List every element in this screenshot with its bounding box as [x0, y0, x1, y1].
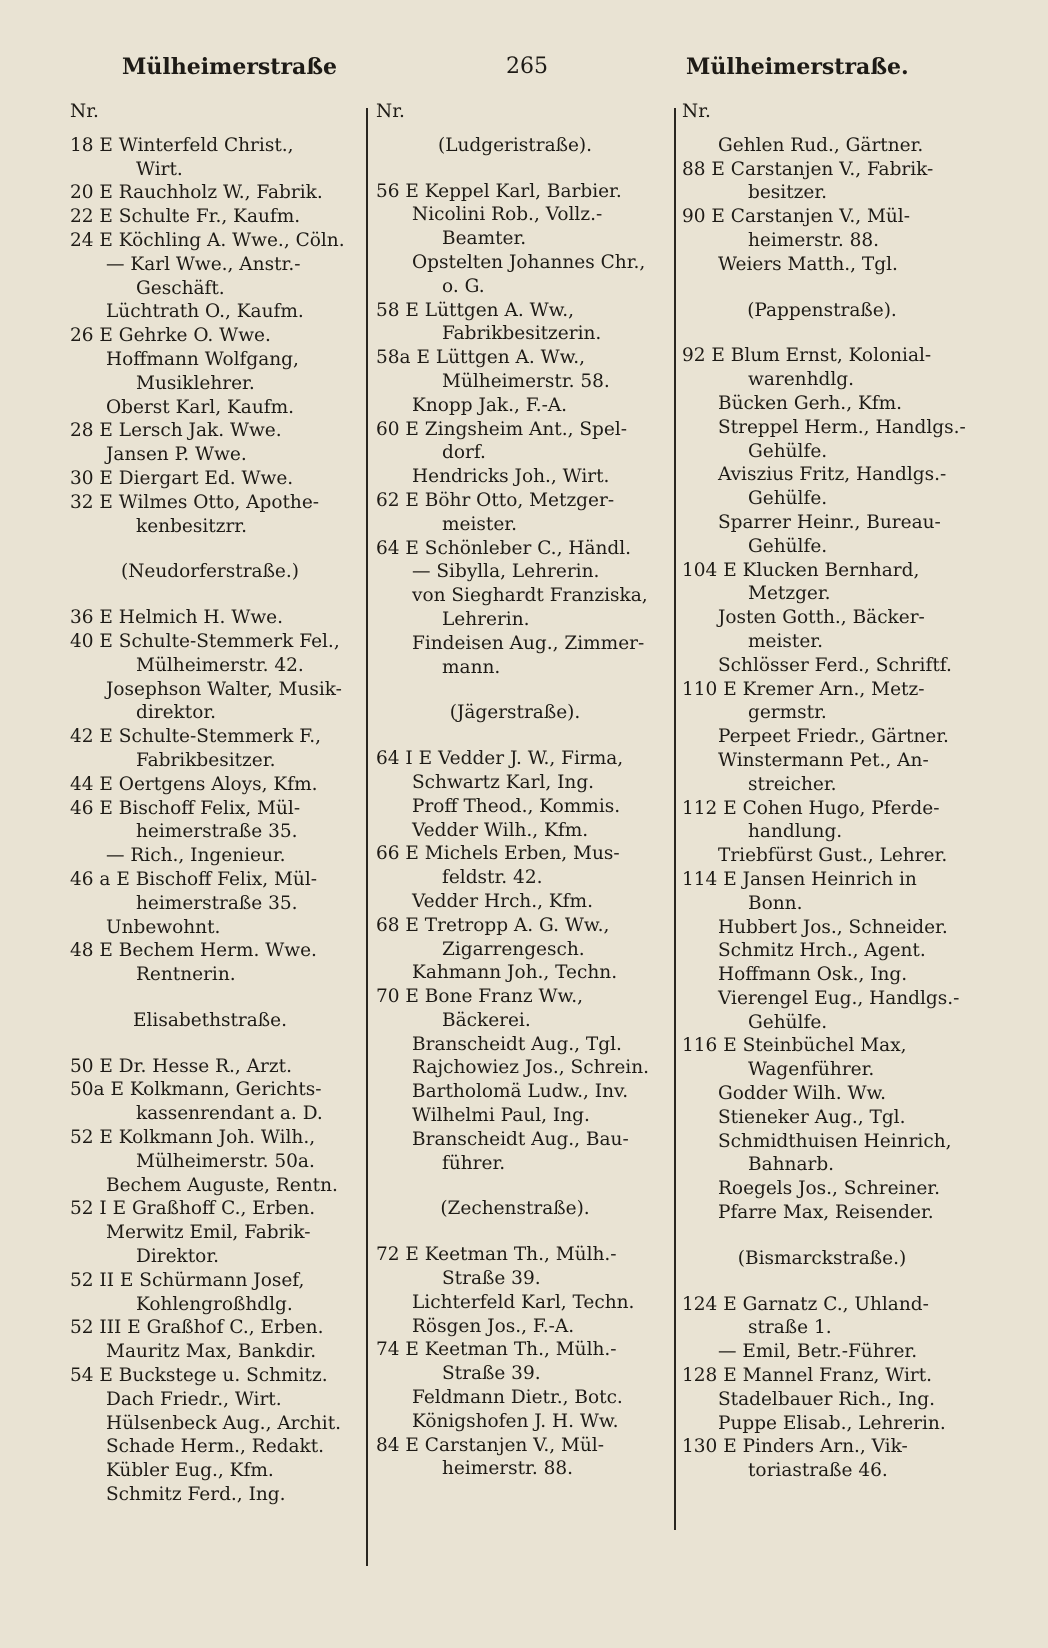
- directory-line: 52 I E Graßhoff C., Erben.: [70, 1198, 316, 1220]
- directory-line: 74 E Keetman Th., Mülh.-: [376, 1339, 617, 1361]
- directory-line: heimerstraße 35.: [136, 892, 298, 914]
- directory-line: Metzger.: [748, 583, 831, 605]
- directory-line: 60 E Zingsheim Ant., Spel-: [376, 418, 628, 440]
- directory-line: Schlösser Ferd., Schriftf.: [718, 654, 952, 676]
- directory-line: Gehülfe.: [748, 1011, 828, 1033]
- directory-line: 104 E Klucken Bernhard,: [682, 559, 920, 581]
- directory-line: 66 E Michels Erben, Mus-: [376, 843, 620, 865]
- directory-line: Stieneker Aug., Tgl.: [718, 1106, 906, 1128]
- directory-line: 90 E Carstanjen V., Mül-: [682, 206, 910, 228]
- directory-line: 112 E Cohen Hugo, Pferde-: [682, 797, 940, 819]
- directory-line: 52 III E Graßhof C., Erben.: [70, 1317, 324, 1339]
- directory-line: 64 E Schönleber C., Händl.: [376, 537, 632, 559]
- running-head-left: Mülheimerstraße: [122, 54, 338, 80]
- directory-line: 62 E Böhr Otto, Metzger-: [376, 489, 615, 511]
- directory-line: Schmitz Ferd., Ing.: [106, 1484, 286, 1506]
- directory-line: 128 E Mannel Franz, Wirt.: [682, 1365, 933, 1387]
- directory-line: 52 II E Schürmann Josef,: [70, 1269, 305, 1291]
- directory-line: Dach Friedr., Wirt.: [106, 1388, 282, 1410]
- directory-line: heimerstraße 35.: [136, 821, 298, 843]
- directory-line: 48 E Bechem Herm. Wwe.: [70, 940, 317, 962]
- directory-line: 124 E Garnatz C., Uhland-: [682, 1293, 929, 1315]
- directory-line: Triebfürst Gust., Lehrer.: [718, 845, 948, 867]
- directory-line: 68 E Tretropp A. G. Ww.,: [376, 914, 610, 936]
- directory-line: 50 E Dr. Hesse R., Arzt.: [70, 1055, 292, 1077]
- directory-line: dorf.: [442, 442, 486, 464]
- directory-line: Roegels Jos., Schreiner.: [718, 1178, 940, 1200]
- directory-line: 52 E Kolkmann Joh. Wilh.,: [70, 1127, 316, 1149]
- directory-line: — Karl Wwe., Anstr.-: [106, 253, 301, 275]
- directory-line: Stadelbauer Rich., Ing.: [718, 1388, 936, 1410]
- directory-line: Unbewohnt.: [106, 916, 221, 938]
- directory-line: Schwartz Karl, Ing.: [412, 771, 595, 793]
- directory-line: 110 E Kremer Arn., Metz-: [682, 678, 925, 700]
- directory-line: Rentnerin.: [136, 964, 236, 986]
- directory-line: Lichterfeld Karl, Techn.: [412, 1291, 635, 1313]
- directory-line: von Sieghardt Franziska,: [412, 585, 648, 607]
- directory-line: Musiklehrer.: [136, 372, 255, 394]
- directory-line: Godder Wilh. Ww.: [718, 1083, 887, 1105]
- directory-line: Nr.: [70, 101, 99, 122]
- street-heading: (Ludgeristraße).: [437, 134, 593, 156]
- directory-line: Gehlen Rud., Gärtner.: [718, 134, 924, 156]
- directory-line: heimerstr. 88.: [442, 1458, 574, 1480]
- directory-line: handlung.: [748, 821, 843, 843]
- directory-line: Aviszius Fritz, Handlgs.-: [718, 464, 947, 486]
- directory-line: Nr.: [682, 101, 711, 122]
- directory-line: Vierengel Eug., Handlgs.-: [718, 987, 960, 1009]
- directory-line: Schmidthuisen Heinrich,: [718, 1130, 952, 1152]
- directory-line: Merwitz Emil, Fabrik-: [106, 1222, 311, 1244]
- directory-line: 56 E Keppel Karl, Barbier.: [376, 180, 622, 202]
- directory-line: Mülheimerstr. 50a.: [136, 1150, 315, 1172]
- directory-line: Fabrikbesitzer.: [136, 749, 276, 771]
- directory-line: Sparrer Heinr., Bureau-: [718, 511, 941, 533]
- directory-line: feldstr. 42.: [442, 867, 543, 889]
- directory-line: Straße 39.: [442, 1363, 541, 1385]
- directory-line: Weiers Matth., Tgl.: [718, 253, 898, 275]
- directory-line: Königshofen J. H. Ww.: [412, 1410, 619, 1432]
- directory-line: 58 E Lüttgen A. Ww.,: [376, 299, 574, 321]
- directory-line: o. G.: [442, 275, 485, 297]
- directory-line: Mauritz Max, Bankdir.: [106, 1341, 317, 1363]
- directory-line: 44 E Oertgens Aloys, Kfm.: [70, 773, 318, 795]
- column-divider-right: [674, 108, 676, 1530]
- directory-line: warenhdlg.: [748, 369, 854, 391]
- street-heading: (Jägerstraße).: [449, 702, 581, 724]
- directory-line: 46 E Bischoff Felix, Mül-: [70, 797, 301, 819]
- directory-line: Schade Herm., Redakt.: [106, 1436, 325, 1458]
- directory-line: Bechem Auguste, Rentn.: [106, 1174, 338, 1196]
- directory-line: Hoffmann Wolfgang,: [106, 348, 299, 370]
- directory-line: 70 E Bone Franz Ww.,: [376, 986, 583, 1008]
- directory-line: Wirt.: [136, 158, 183, 180]
- directory-line: 46 a E Bischoff Felix, Mül-: [70, 868, 317, 890]
- directory-line: Rösgen Jos., F.-A.: [412, 1315, 575, 1337]
- column-2: [376, 100, 674, 1481]
- directory-line: Wilhelmi Paul, Ing.: [412, 1105, 590, 1127]
- directory-line: Kübler Eug., Kfm.: [106, 1460, 274, 1482]
- directory-line: Geschäft.: [136, 277, 225, 299]
- directory-line: Wagenführer.: [748, 1059, 875, 1081]
- page-header: [0, 54, 1048, 94]
- directory-line: Bonn.: [748, 892, 803, 914]
- directory-line: Zigarrengesch.: [442, 938, 585, 960]
- directory-line: Gehülfe.: [748, 535, 828, 557]
- running-head-right: Mülheimerstraße.: [686, 54, 909, 80]
- directory-line: meister.: [748, 630, 823, 652]
- directory-line: Opstelten Johannes Chr.,: [412, 251, 646, 273]
- directory-line: Hendricks Joh., Wirt.: [412, 466, 610, 488]
- directory-line: Knopp Jak., F.-A.: [412, 394, 568, 416]
- directory-line: 58a E Lüttgen A. Ww.,: [376, 347, 586, 369]
- directory-line: Lüchtrath O., Kaufm.: [106, 301, 304, 323]
- directory-line: Hülsenbeck Aug., Archit.: [106, 1412, 342, 1434]
- column-1: [70, 100, 370, 1507]
- directory-line: Oberst Karl, Kaufm.: [106, 396, 295, 418]
- directory-line: Branscheidt Aug., Tgl.: [412, 1033, 622, 1055]
- directory-line: 28 E Lersch Jak. Wwe.: [70, 420, 282, 442]
- street-heading: (Bismarckstraße.): [737, 1247, 907, 1269]
- directory-line: 32 E Wilmes Otto, Apothe-: [70, 491, 320, 513]
- directory-line: mann.: [442, 656, 501, 678]
- directory-line: Beamter.: [442, 228, 527, 250]
- column-3: [682, 100, 982, 1483]
- directory-line: Winstermann Pet., An-: [718, 749, 929, 771]
- directory-line: 18 E Winterfeld Christ.,: [70, 134, 294, 156]
- directory-line: Straße 39.: [442, 1268, 541, 1290]
- directory-line: besitzer.: [748, 182, 828, 204]
- directory-line: Bücken Gerh., Kfm.: [718, 392, 903, 414]
- directory-line: 50a E Kolkmann, Gerichts-: [70, 1079, 322, 1101]
- directory-line: 42 E Schulte-Stemmerk F.,: [70, 726, 321, 748]
- directory-line: 88 E Carstanjen V., Fabrik-: [682, 158, 934, 180]
- directory-line: 54 E Buckstege u. Schmitz.: [70, 1365, 328, 1387]
- directory-line: straße 1.: [748, 1317, 832, 1339]
- directory-line: Jansen P. Wwe.: [106, 444, 247, 466]
- street-heading: (Neudorferstraße.): [121, 561, 299, 583]
- directory-line: Nr.: [376, 101, 405, 122]
- directory-line: — Sibylla, Lehrerin.: [412, 561, 600, 583]
- directory-line: Josephson Walter, Musik-: [106, 678, 342, 700]
- directory-line: kenbesitzrr.: [136, 515, 247, 537]
- directory-line: 130 E Pinders Arn., Vik-: [682, 1436, 908, 1458]
- directory-line: Findeisen Aug., Zimmer-: [412, 632, 645, 654]
- directory-line: Bäckerei.: [442, 1009, 531, 1031]
- directory-line: germstr.: [748, 702, 827, 724]
- directory-line: Kohlengroßhdlg.: [136, 1293, 293, 1315]
- directory-line: 116 E Steinbüchel Max,: [682, 1035, 907, 1057]
- directory-line: Proff Theod., Kommis.: [412, 795, 621, 817]
- directory-line: Bartholomä Ludw., Inv.: [412, 1081, 629, 1103]
- directory-line: Perpeet Friedr., Gärtner.: [718, 726, 949, 748]
- directory-line: heimerstr. 88.: [748, 229, 880, 251]
- directory-line: 72 E Keetman Th., Mülh.-: [376, 1244, 617, 1266]
- directory-line: 92 E Blum Ernst, Kolonial-: [682, 345, 932, 367]
- directory-line: Kahmann Joh., Techn.: [412, 962, 618, 984]
- street-heading: (Pappenstraße).: [747, 299, 897, 321]
- directory-line: Puppe Elisab., Lehrerin.: [718, 1412, 946, 1434]
- directory-line: kassenrendant a. D.: [136, 1103, 323, 1125]
- directory-line: Direktor.: [136, 1246, 220, 1268]
- directory-line: direktor.: [136, 702, 217, 724]
- directory-line: Hubbert Jos., Schneider.: [718, 916, 948, 938]
- directory-line: führer.: [442, 1152, 506, 1174]
- directory-line: Branscheidt Aug., Bau-: [412, 1128, 629, 1150]
- directory-line: Mülheimerstr. 58.: [442, 370, 610, 392]
- directory-line: Streppel Herm., Handlgs.-: [718, 416, 966, 438]
- directory-line: Fabrikbesitzerin.: [442, 323, 602, 345]
- directory-line: Mülheimerstr. 42.: [136, 654, 304, 676]
- street-heading: Elisabethstraße.: [133, 1009, 287, 1031]
- directory-line: Hoffmann Osk., Ing.: [718, 964, 908, 986]
- directory-line: 36 E Helmich H. Wwe.: [70, 607, 283, 629]
- directory-line: 84 E Carstanjen V., Mül-: [376, 1434, 604, 1456]
- directory-line: — Rich., Ingenieur.: [106, 845, 286, 867]
- directory-line: Gehülfe.: [748, 440, 828, 462]
- street-heading: (Zechenstraße).: [440, 1198, 590, 1220]
- page-number: 265: [506, 54, 548, 79]
- directory-line: 20 E Rauchholz W., Fabrik.: [70, 182, 323, 204]
- directory-line: Nicolini Rob., Vollz.-: [412, 204, 603, 226]
- directory-line: meister.: [442, 513, 517, 535]
- directory-line: 30 E Diergart Ed. Wwe.: [70, 467, 294, 489]
- directory-line: Pfarre Max, Reisender.: [718, 1202, 934, 1224]
- directory-line: 22 E Schulte Fr., Kaufm.: [70, 206, 301, 228]
- directory-line: 40 E Schulte-Stemmerk Fel.,: [70, 630, 340, 652]
- directory-line: Feldmann Dietr., Botc.: [412, 1387, 623, 1409]
- directory-line: toriastraße 46.: [748, 1460, 888, 1482]
- directory-line: 114 E Jansen Heinrich in: [682, 868, 917, 890]
- directory-line: Lehrerin.: [442, 608, 530, 630]
- directory-line: — Emil, Betr.-Führer.: [718, 1341, 918, 1363]
- directory-line: Gehülfe.: [748, 488, 828, 510]
- directory-line: Bahnarb.: [748, 1154, 835, 1176]
- directory-line: Vedder Hrch., Kfm.: [412, 890, 593, 912]
- directory-line: Vedder Wilh., Kfm.: [412, 819, 589, 841]
- directory-line: 64 I E Vedder J. W., Firma,: [376, 748, 624, 770]
- directory-line: Schmitz Hrch., Agent.: [718, 940, 926, 962]
- directory-line: streicher.: [748, 773, 837, 795]
- directory-line: 26 E Gehrke O. Wwe.: [70, 325, 271, 347]
- directory-line: Rajchowiez Jos., Schrein.: [412, 1057, 650, 1079]
- directory-line: Josten Gotth., Bäcker-: [718, 607, 925, 629]
- directory-line: 24 E Köchling A. Wwe., Cöln.: [70, 229, 345, 251]
